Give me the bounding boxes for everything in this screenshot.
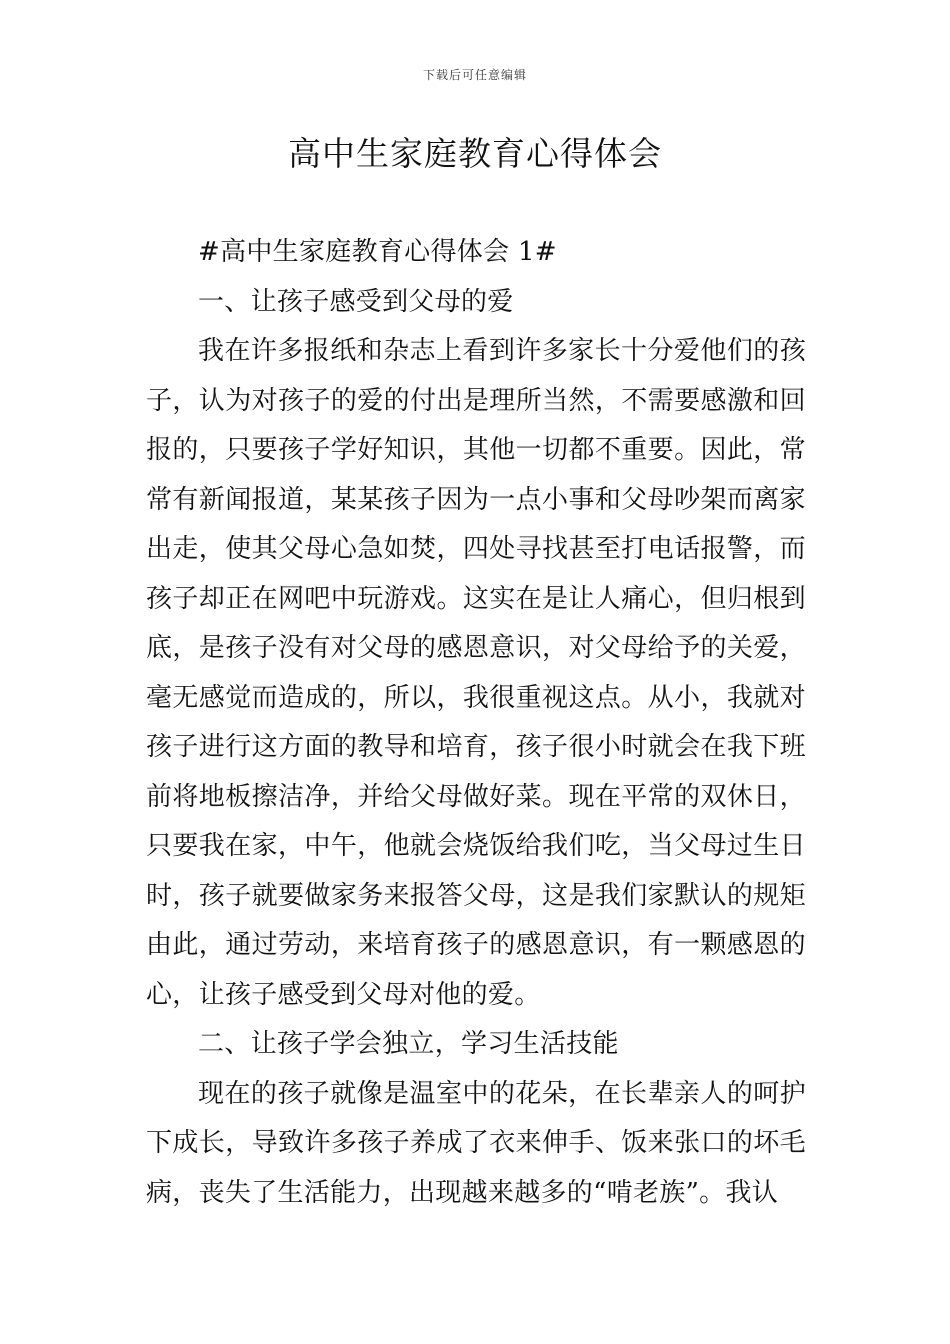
- header-note: 下载后可任意编辑: [422, 68, 527, 82]
- body-paragraph-1: 我在许多报纸和杂志上看到许多家长十分爱他们的孩子，认为对孩子的爱的付出是理所当然，不需要感激和回报的，只要孩子学好知识，其他一切都不重要。因此，常常有新闻报道，某某孩子因为一点小事和父母吵架而离家出走，使其父母心急如焚，四处寻找甚至打电话报警，而孩子却正在网吧中玩游戏。这实在是让人痛心，但归根到底，是孩子没有对父母的感恩意识，对父母给予的关爱，毫无感觉而造成的，所以，我很重视这点。从小，我就对孩子进行这方面的教导和培育，孩子很小时就会在我下班前将地板擦洁净，并给父母做好菜。现在平常的双休日，只要我在家，中午，他就会烧饭给我们吃，当父母过生日时，孩子就要做家务来报答父母，这是我们家默认的规矩由此，通过劳动，来培育孩子的感恩意识，有一颗感恩的心，让孩子感受到父母对他的爱。: [146, 336, 806, 1010]
- document-title: 高中生家庭教育心得体会: [288, 134, 662, 173]
- section-marker: #高中生家庭教育心得体会 1#: [198, 237, 557, 267]
- section-heading-1: 一、让孩子感受到父母的爱: [198, 286, 514, 317]
- section-heading-2: 二、让孩子学会独立，学习生活技能: [198, 1029, 619, 1059]
- document-body: [146, 228, 806, 1218]
- body-paragraph-2: 现在的孩子就像是温室中的花朵，在长辈亲人的呵护下成长，导致许多孩子养成了衣来伸手、饭来张口的坏毛病，丧失了生活能力，出现越来越多的“啃老族”。我认: [146, 1078, 806, 1208]
